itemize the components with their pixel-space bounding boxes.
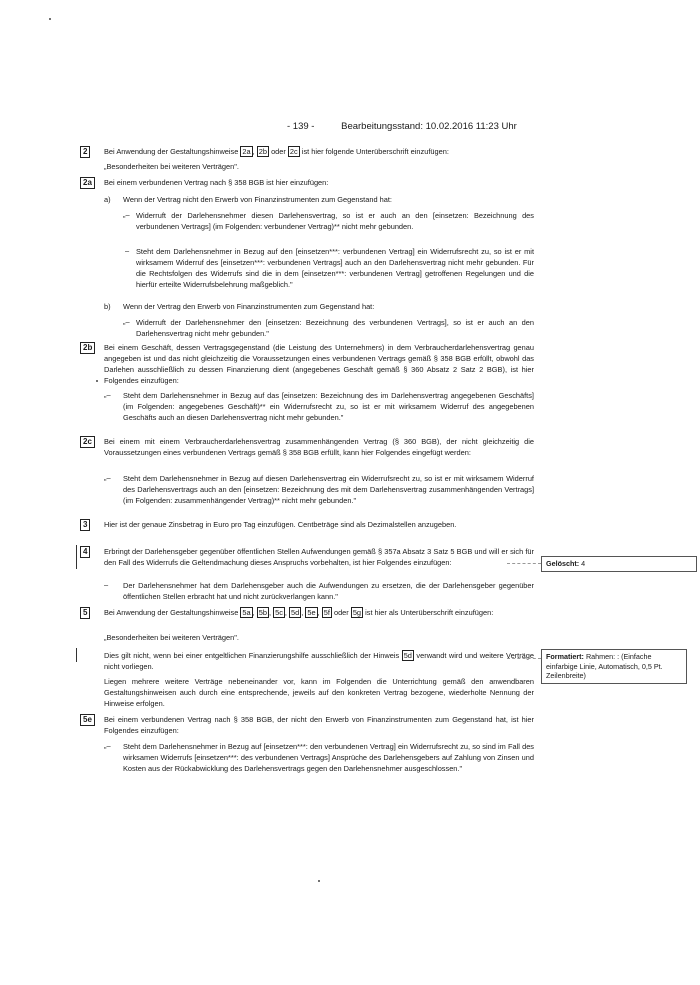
edit-status: Bearbeitungsstand: 10.02.2016 11:23 Uhr <box>341 121 517 132</box>
paragraph-4-bullet-1: Der Darlehensnehmer hat dem Darlehensgeber auch die Aufwendungen zu ersetzen, die der Darlehensgeber gegenüber öffentlichen Stellen erbracht hat und nicht zurückverlangen kann." <box>123 581 534 601</box>
item-b-text: Wenn der Vertrag den Erwerb von Finanzinstrumenten zum Gegenstand hat: <box>123 302 375 311</box>
bullet-dash: „– <box>123 317 130 326</box>
comment-deleted[interactable] <box>541 556 697 572</box>
page-header <box>287 121 517 132</box>
p5-note-text-b: verwandt wird und weitere Verträge nicht vorliegen. <box>104 651 534 671</box>
bullet-dash: „– <box>104 741 111 750</box>
comment-formatted[interactable] <box>541 649 687 684</box>
paragraph-5-subtitle: „Besonderheiten bei weiteren Verträgen". <box>104 633 239 642</box>
ref-5b: 5b <box>258 608 267 617</box>
scan-speck <box>49 18 51 20</box>
marker-2b: 2b <box>80 342 95 354</box>
item-b-label: b) <box>104 302 111 311</box>
paragraph-3: Hier ist der genaue Zinsbetrag in Euro pro Tag einzufügen. Centbeträge sind als Dezimalstellen anzugeben. <box>104 520 457 529</box>
paragraph-5-note-1 <box>104 650 534 672</box>
p5-note-text-a: Dies gilt nicht, wenn bei einer entgeltlichen Finanzierungshilfe ausschließlich der Hinweis <box>104 651 400 660</box>
marker-4: 4 <box>80 546 90 558</box>
p2-text-or: oder <box>271 147 286 156</box>
paragraph-2c: Bei einem mit einem Verbraucherdarlehensvertrag zusammenhängenden Vertrag (§ 360 BGB), der nicht gleichzeitig die Voraussetzungen eines verbundenen Vertrags gemäß § 358 BGB erfüllt, kann hier Folgendes eingefügt werden: <box>104 437 534 457</box>
change-bar <box>76 545 77 569</box>
scan-speck <box>96 380 98 382</box>
bullet-dash: – <box>125 246 130 255</box>
paragraph-2c-bullet-1: Steht dem Darlehensnehmer in Bezug auf diesen Darlehensvertrag ein Widerrufsrecht zu, so ist er mit wirksamem Widerruf des Darlehensvertrags auch an den [einsetzen: Bezeichnung des mit dem Darlehensvertrag zusammenhängenden Vertrags] (im Folgenden: zusammenhängender Vertrag)** nicht mehr gebunden." <box>123 474 534 505</box>
marker-5: 5 <box>80 607 90 619</box>
paragraph-5: Bei Anwendung der Gestaltungshinweise 5a , 5b , 5c , 5d , 5e , 5f oder 5g ist hier als Unterüberschrift einzufügen: <box>104 608 494 617</box>
paragraph-2: Bei Anwendung der Gestaltungshinweise 2a , 2b oder 2c ist hier folgende Unterüberschrift einzufügen: <box>104 147 449 156</box>
comment-deleted-label: Gelöscht: <box>546 559 580 568</box>
paragraph-5e-bullet-1: Steht dem Darlehensnehmer in Bezug auf [einsetzen***: den verbundenen Vertrag] ein Widerrufsrecht zu, so sind im Fall des wirksamen Widerrufs [einsetzen***: des verbundenen Vertrags] Ansprüche des Darlehensgebers auf Zahlung von Zinsen und Kosten aus der Rückabwicklung des Darlehensvertrags gegen den Darlehensnehmer ausgeschlossen." <box>123 742 534 773</box>
page-number: - 139 - <box>287 121 315 132</box>
ref-5f: 5f <box>323 608 330 617</box>
comment-connector <box>507 658 541 659</box>
p5-text-or: oder <box>333 608 349 617</box>
bullet-dash: – <box>104 580 109 589</box>
bullet-dash: „– <box>104 473 111 482</box>
ref-5d: 5d <box>291 608 300 617</box>
marker-2: 2 <box>80 146 90 158</box>
marker-2c: 2c <box>80 436 95 448</box>
p5-text-b: ist hier als Unterüberschrift einzufügen: <box>365 608 494 617</box>
bullet-dash: „– <box>123 210 130 219</box>
paragraph-2a: Bei einem verbundenen Vertrag nach § 358 BGB ist hier einzufügen: <box>104 178 329 187</box>
ref-5g: 5g <box>352 608 362 617</box>
paragraph-2-subtitle: „Besonderheiten bei weiteren Verträgen". <box>104 162 239 171</box>
ref-5c: 5c <box>275 608 283 617</box>
p2-text-a: Bei Anwendung der Gestaltungshinweise <box>104 147 239 156</box>
item-b-bullet-1: Widerruft der Darlehensnehmer den [einsetzen: Bezeichnung des verbundenen Vertrags], so ist er auch an den Darlehensvertrag nicht mehr gebunden." <box>136 318 534 338</box>
ref-2b: 2b <box>258 147 267 156</box>
p2-text-b: ist hier folgende Unterüberschrift einzufügen: <box>301 147 449 156</box>
item-a-bullet-1: Widerruft der Darlehensnehmer diesen Darlehensvertrag, so ist er auch an den [einsetzen: Bezeichnung des verbundenen Vertrags] (im Folgenden: verbundener Vertrag)** nicht mehr gebunden. <box>136 211 534 231</box>
marker-2a: 2a <box>80 177 95 189</box>
ref-5e: 5e <box>307 608 316 617</box>
item-a-bullet-2: Steht dem Darlehensnehmer in Bezug auf den [einsetzen***: verbundenen Vertrag] ein Widerrufsrecht zu, so ist er mit wirksamem Widerruf des [einsetzen***: verbundenen Vertrags] auch an den Darlehensvertrag nicht mehr gebunden. Für die Rechtsfolgen des Widerrufs sind die in dem [einsetzen***: verbundenen Vertrag] getroffenen Regelungen und die hierfür erteilte Widerrufsbelehrung maßgeblich." <box>136 247 534 289</box>
ref-2a: 2a <box>242 147 251 156</box>
item-a-text: Wenn der Vertrag nicht den Erwerb von Finanzinstrumenten zum Gegenstand hat: <box>123 195 392 204</box>
change-bar <box>76 648 77 662</box>
paragraph-5-note-2: Liegen mehrere weitere Verträge nebeneinander vor, kann im Folgenden die Unterrichtung gemäß den anwendbaren Gestaltungshinweisen auch durch eine entsprechende, jeweils auf den konkreten Vertrag bezogene, wiederholte Nennung der Hinweise erfolgen. <box>104 677 534 708</box>
p5-text-a: Bei Anwendung der Gestaltungshinweise <box>104 608 239 617</box>
paragraph-5e: Bei einem verbundenen Vertrag nach § 358 BGB, der nicht den Erwerb von Finanzinstrumenten zum Gegenstand hat, ist hier Folgendes einzufügen: <box>104 715 534 735</box>
ref-5d-note: 5d <box>403 651 412 660</box>
ref-2c: 2c <box>289 147 298 156</box>
comment-formatted-value: Rahmen: : (Einfache einfarbige Linie, Automatisch, 0,5 Pt. Zeilenbreite) <box>546 652 663 680</box>
paragraph-2b-bullet-1: Steht dem Darlehensnehmer in Bezug auf das [einsetzen: Bezeichnung des im Darlehensvertrag angegebenen Geschäfts] (im Folgenden: angegebenes Geschäft)** ein Widerrufsrecht zu, so ist er mit wirksamem Widerruf des angegebenen Geschäfts auch an diesen Darlehensvertrag nicht mehr gebunden." <box>123 391 534 422</box>
comment-formatted-label: Formatiert: <box>546 652 584 661</box>
bullet-dash: „– <box>104 390 111 399</box>
scan-speck <box>318 880 320 882</box>
item-a-label: a) <box>104 195 111 204</box>
paragraph-2b: Bei einem Geschäft, dessen Vertragsgegenstand (die Leistung des Unternehmers) in dem Verbraucherdarlehensvertrag genau angegeben ist und das nicht gleichzeitig die Voraussetzungen eines verbundenen Vertrags gemäß § 358 BGB erfüllt, obwohl das Darlehen ausschließlich zu dessen Finanzierung dient (angegebenes Geschäft gemäß § 360 Absatz 2 Satz 2 BGB), ist hier Folgendes einzufügen: <box>104 343 534 385</box>
comment-deleted-value: 4 <box>581 559 586 568</box>
ref-5a: 5a <box>242 608 251 617</box>
comment-connector <box>507 563 541 564</box>
paragraph-4: Erbringt der Darlehensgeber gegenüber öffentlichen Stellen Aufwendungen gemäß § 357a Absatz 3 Satz 5 BGB und will er sich für den Fall des Widerrufs die Geltendmachung dieses Anspruchs vorbehalten, ist hier Folgendes einzufügen: <box>104 547 534 567</box>
marker-5e: 5e <box>80 714 95 726</box>
marker-3: 3 <box>80 519 90 531</box>
